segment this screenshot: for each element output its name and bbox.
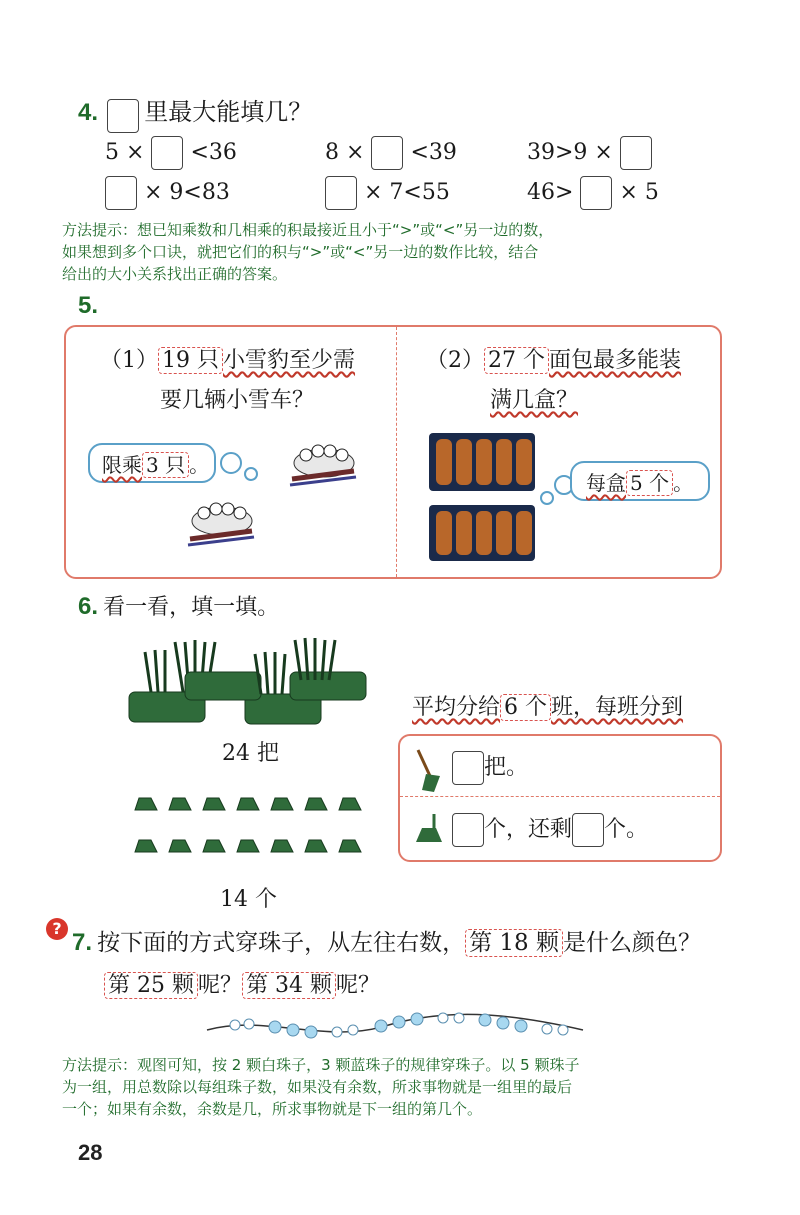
q5-1-bubble-a: 限乘 (102, 453, 142, 477)
q7-line1-a: 按下面的方式穿珠子，从左往右数， (97, 930, 466, 956)
bead-string-illustration (205, 1008, 585, 1048)
q6-row2-end: 个。 (604, 817, 649, 842)
q5-panel (64, 325, 722, 579)
dustpan-icon (412, 810, 446, 850)
dustpans-illustration (125, 780, 380, 860)
q6-row2-unit: 个，还剩 (484, 817, 573, 842)
q7-line1 (72, 924, 701, 957)
q5-2-bubble-a: 每盒 (586, 471, 626, 495)
q7-line2-c: 第 34 颗 (242, 972, 336, 999)
q5-number: 5. (78, 292, 99, 319)
q4-p3-left: 39>9 × (527, 140, 613, 165)
q5-1-line1 (100, 343, 355, 374)
q4-p2-answer-box[interactable] (371, 136, 403, 170)
q5-2-bubble-b: 5 个 (626, 470, 673, 496)
q5-2-bubble-dot-2 (540, 491, 554, 505)
q6-title: 看一看，填一填。 (103, 595, 280, 620)
q4-problem-1 (105, 136, 237, 170)
q4-title-box (107, 99, 139, 133)
q7-method-tip (62, 1054, 742, 1120)
q6-header (78, 590, 279, 621)
q4-number: 4. (78, 99, 99, 126)
q4-tip-line: 如果想到多个口诀，就把它们的积与“>”或“<”另一边的数作比较，结合 (62, 243, 539, 261)
q6-row2 (452, 812, 648, 847)
q7-tip-line: 方法提示：观图可知，按 2 颗白珠子，3 颗蓝珠子的规律穿珠子。以 5 颗珠子 (62, 1056, 580, 1074)
q5-1-speech-bubble (88, 443, 216, 483)
q4-title: 里最大能填几？ (144, 98, 313, 126)
q6-row1-unit: 把。 (484, 755, 529, 780)
q4-p4-right: × 9<83 (144, 180, 230, 205)
q4-p2-right: <39 (410, 140, 457, 165)
q5-2-text1: 面包最多能装 (549, 348, 682, 373)
q7-line1-c: 是什么颜色？ (563, 930, 701, 956)
q5-2-speech-bubble (570, 461, 710, 501)
broom-icon (412, 746, 442, 794)
q6-prompt-a: 平均分给 (412, 695, 501, 720)
q5-2-index: （2） (426, 348, 484, 373)
q6-brooms-label: 24 把 (222, 741, 279, 766)
q4-header (78, 92, 312, 133)
q5-2-line2: 满几盒？ (490, 388, 579, 413)
q5-2-count: 27 个 (484, 347, 549, 374)
q7-line2 (104, 968, 380, 999)
q6-dustpans-label: 14 个 (220, 887, 277, 912)
q6-number: 6. (78, 593, 99, 620)
q4-p6-answer-box[interactable] (580, 176, 612, 210)
q6-prompt-c: 班，每班分到 (551, 695, 684, 720)
bread-box-illustration (428, 431, 538, 563)
q5-1-line2: 要几辆小雪车？ (160, 388, 315, 413)
q5-2-bubble-c: 。 (673, 471, 694, 495)
q4-p3-answer-box[interactable] (620, 136, 652, 170)
q4-problem-3 (527, 136, 652, 170)
q4-tip-line: 给出的大小关系找出正确的答案。 (62, 265, 288, 283)
q6-row2-answer-box[interactable] (452, 813, 484, 847)
q6-answer-divider (400, 796, 720, 797)
q7-line1-b: 第 18 颗 (465, 929, 563, 957)
q4-problem-2 (325, 136, 457, 170)
q6-row1-answer-box[interactable] (452, 751, 484, 785)
q7-line2-d: 呢？ (335, 973, 380, 998)
q4-p5-answer-box[interactable] (325, 176, 357, 210)
q5-2-line1 (426, 343, 681, 374)
q6-row2-remainder-box[interactable] (572, 813, 604, 847)
q4-problem-4 (105, 176, 230, 210)
q4-p2-left: 8 × (325, 140, 365, 165)
q4-p6-left: 46> (527, 180, 574, 205)
q6-prompt-b: 6 个 (500, 694, 551, 721)
q7-number: 7. (72, 929, 93, 956)
q5-divider (396, 327, 397, 577)
q4-tip-line: 方法提示：想已知乘数和几相乘的积最接近且小于“>”或“<”另一边的数， (62, 221, 554, 239)
broom-bundles-illustration (125, 632, 370, 732)
q4-p5-right: × 7<55 (364, 180, 450, 205)
q5-1-bubble-dot-1 (220, 452, 242, 474)
q4-problem-6 (527, 176, 659, 210)
q7-line2-a: 第 25 颗 (104, 972, 198, 999)
q4-p4-answer-box[interactable] (105, 176, 137, 210)
q5-1-bubble-c: 。 (189, 453, 210, 477)
q6-prompt (412, 690, 683, 721)
q5-1-text1: 小雪豹至少需 (223, 348, 356, 373)
q4-p1-right: <36 (190, 140, 237, 165)
q4-p1-answer-box[interactable] (151, 136, 183, 170)
q4-problem-5 (325, 176, 450, 210)
q5-1-bubble-dot-2 (244, 467, 258, 481)
q4-method-tip (62, 219, 742, 285)
q7-tip-line: 为一组，用总数除以每组珠子数，如果没有余数，所求事物就是一组里的最后 (62, 1078, 573, 1096)
question-mark-icon: ? (46, 918, 68, 940)
q5-1-count: 19 只 (158, 347, 223, 374)
q5-1-index: （1） (100, 348, 158, 373)
q7-tip-line: 一个；如果有余数，余数是几，所求事物就是下一组的第几个。 (62, 1100, 483, 1118)
q4-p6-right: × 5 (619, 180, 659, 205)
q7-line2-b: 呢？ (197, 973, 242, 998)
page-number: 28 (78, 1140, 103, 1165)
snow-leopard-sled-illustration (284, 433, 364, 493)
q6-row1 (452, 750, 528, 785)
q4-p1-left: 5 × (105, 140, 145, 165)
q5-1-bubble-b: 3 只 (142, 452, 189, 478)
snow-leopard-sled-illustration (182, 495, 262, 555)
q6-answer-panel (398, 734, 722, 862)
